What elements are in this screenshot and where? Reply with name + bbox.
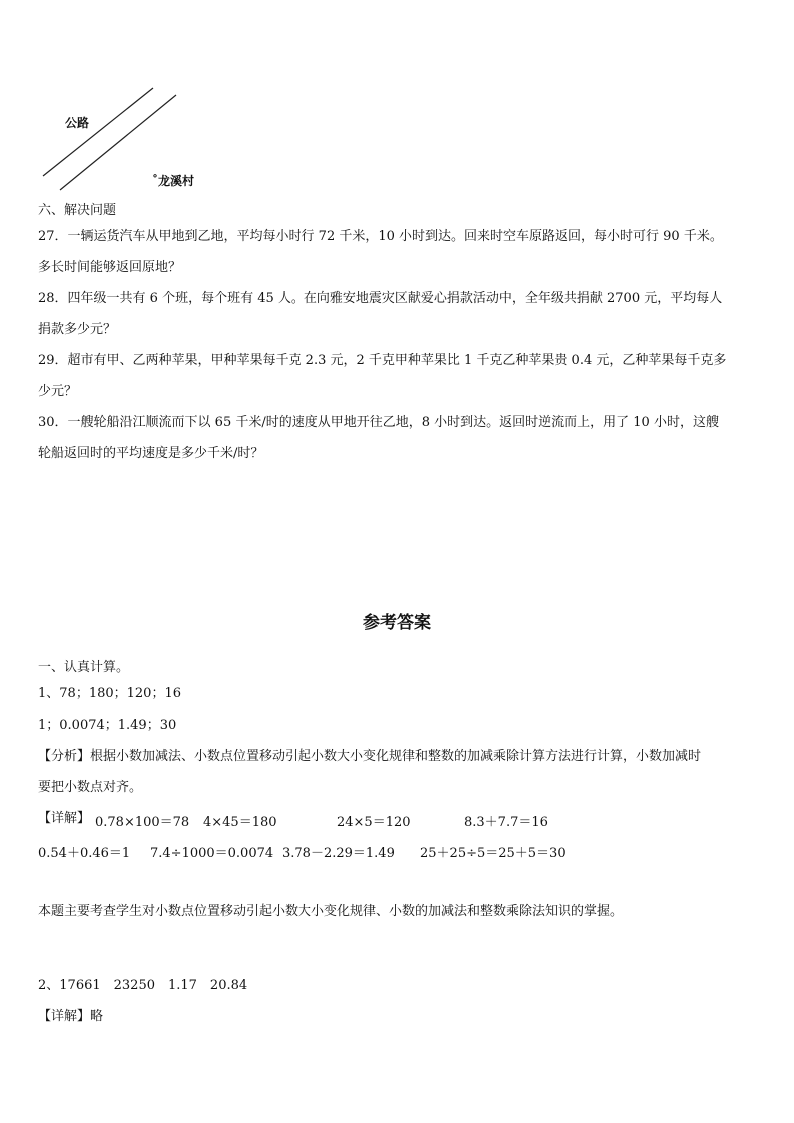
village-label: ˚龙溪村 (152, 174, 195, 188)
answers-title: 参考答案 (363, 613, 431, 633)
summary: 本题主要考查学生对小数点位置移动引起小数大小变化规律、小数的加减法和整数乘除法知识的掌握。 (38, 904, 624, 919)
road-edge-left (43, 88, 153, 176)
question-27-line2: 多长时间能够返回原地？ (38, 260, 182, 275)
question-28-line1: 28．四年级一共有 6 个班，每个班有 45 人。在向雅安地震灾区献爱心捐款活动中，全年级共捐献 2700 元，平均每人 (38, 291, 723, 306)
detail-eq-2: 4×45＝180 (203, 815, 277, 830)
question-30-line2: 轮船返回时的平均速度是多少千米/时？ (38, 446, 264, 461)
question-28-line2: 捐款多少元？ (38, 322, 117, 337)
detail-eq-1: 0.78×100＝78 (95, 815, 190, 830)
detail-eq-7: 3.78－2.29＝1.49 (282, 846, 395, 861)
question-29-line2: 少元？ (38, 384, 78, 399)
road-figure (0, 0, 794, 200)
detail-eq-5: 0.54＋0.46＝1 (38, 846, 131, 861)
question-29-line1: 29．超市有甲、乙两种苹果，甲种苹果每千克 2.3 元，2 千克甲种苹果比 1 千克乙种苹果贵 0.4 元，乙种苹果每千克多 (38, 353, 727, 368)
answers-section1: 一、认真计算。 (38, 660, 130, 675)
answer-2-detail: 【详解】略 (38, 1009, 104, 1024)
detail-eq-3: 24×5＝120 (337, 815, 411, 830)
detail-eq-4: 8.3＋7.7＝16 (464, 815, 548, 830)
analysis-line1: 【分析】根据小数加减法、小数点位置移动引起小数大小变化规律和整数的加减乘除计算方法进行计算，小数加减时 (38, 749, 702, 764)
detail-eq-6: 7.4÷1000＝0.0074 (150, 846, 274, 861)
road-label: 公路 (65, 116, 90, 130)
answer-2: 2、17661 23250 1.17 20.84 (38, 978, 248, 993)
answer-1-line1: 1、78；180；120；16 (38, 686, 181, 701)
section-heading: 六、解决问题 (38, 203, 117, 218)
analysis-line2: 要把小数点对齐。 (38, 780, 143, 795)
question-27-line1: 27．一辆运货汽车从甲地到乙地，平均每小时行 72 千米，10 小时到达。回来时空车原路返回，每小时可行 90 千米。 (38, 229, 723, 244)
detail-eq-8: 25＋25÷5＝25＋5＝30 (420, 846, 566, 861)
question-30-line1: 30．一艘轮船沿江顺流而下以 65 千米/时的速度从甲地开往乙地，8 小时到达。返回时逆流而上，用了 10 小时，这艘 (38, 415, 719, 430)
detail-label: 【详解】 (38, 811, 91, 826)
answer-1-line2: 1；0.0074；1.49；30 (38, 718, 177, 733)
